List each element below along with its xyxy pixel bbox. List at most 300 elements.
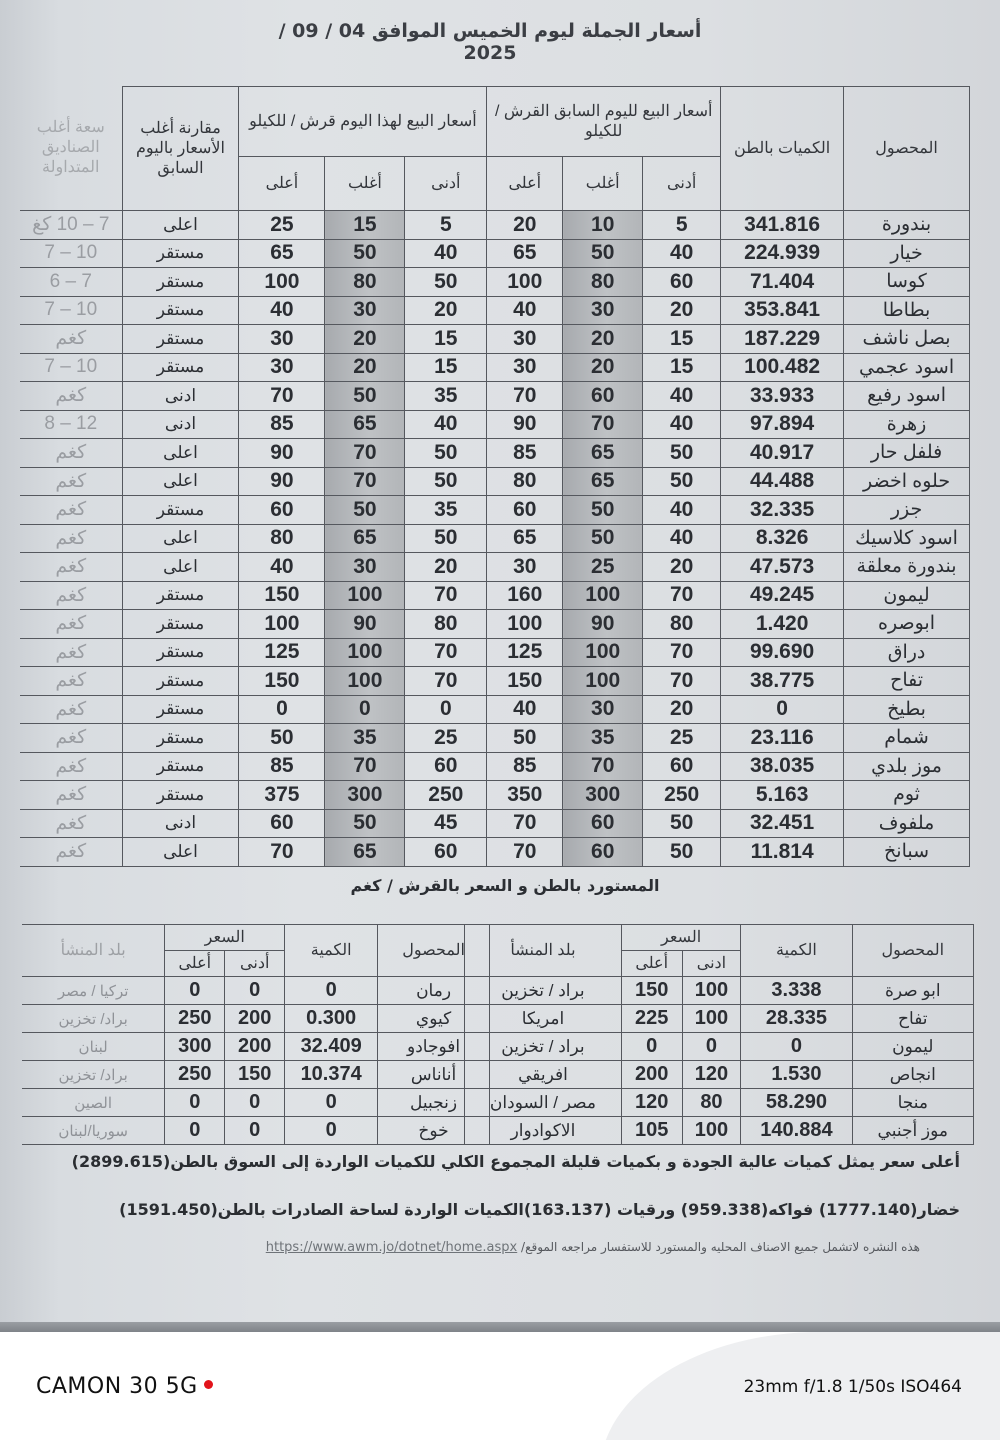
prev-min-price: 70 (643, 581, 721, 610)
today-max-price: 70 (239, 838, 325, 867)
header-prev-max: أعلى (487, 157, 563, 211)
prev-max-price: 60 (487, 496, 563, 525)
imported-table-left (22, 924, 490, 1145)
today-min-price: 25 (405, 724, 487, 753)
today-min-price: 15 (405, 325, 487, 354)
price-comparison: ادنى (122, 382, 239, 411)
quantity-tons: 224.939 (721, 239, 844, 268)
today-min-price: 15 (405, 353, 487, 382)
product-name: كيوي (378, 1005, 490, 1033)
today-common-price: 70 (325, 467, 405, 496)
table-row (20, 581, 970, 610)
product-name: بصل ناشف (844, 325, 970, 354)
product-name: موز أجنبي (852, 1117, 973, 1145)
price-comparison: اعلى (122, 524, 239, 553)
box-capacity: 10 – 7 (20, 239, 122, 268)
prev-common-price: 60 (563, 382, 643, 411)
origin-country: الصين (22, 1089, 165, 1117)
prev-common-price: 10 (563, 211, 643, 240)
price-comparison: اعلى (122, 439, 239, 468)
prev-min-price: 50 (643, 838, 721, 867)
quantity-tons: 1.530 (741, 1061, 852, 1089)
prev-common-price: 20 (563, 353, 643, 382)
prev-max-price: 50 (487, 724, 563, 753)
box-capacity: 12 – 8 (20, 410, 122, 439)
today-common-price: 100 (325, 667, 405, 696)
imported-caption: المستورد بالطن و السعر بالقرش / كغم (350, 876, 660, 895)
table-row (20, 211, 970, 240)
product-name: انجاص (852, 1061, 973, 1089)
today-common-price: 20 (325, 353, 405, 382)
today-common-price: 15 (325, 211, 405, 240)
quantity-tons: 99.690 (721, 638, 844, 667)
today-common-price: 70 (325, 439, 405, 468)
product-name: بندورة (844, 211, 970, 240)
table-row (22, 1117, 490, 1145)
box-capacity: كغم (20, 724, 122, 753)
prev-common-price: 65 (563, 467, 643, 496)
price-comparison: مستقر (122, 667, 239, 696)
price-comparison: ادنى (122, 410, 239, 439)
min-price: 200 (225, 1033, 285, 1061)
header-quantity: الكمية (741, 925, 852, 977)
min-price: 100 (682, 977, 741, 1005)
box-capacity: 7 – 6 (20, 268, 122, 297)
prev-max-price: 30 (487, 325, 563, 354)
box-capacity: كغم (20, 809, 122, 838)
quantity-tons: 353.841 (721, 296, 844, 325)
header-prev-prices: أسعار البيع لليوم السابق القرش / للكيلو (487, 87, 721, 157)
table-row (465, 1005, 974, 1033)
camera-exif: 23mm f/1.8 1/50s ISO464 (743, 1377, 962, 1397)
header-today-common: أغلب (325, 157, 405, 211)
origin-country: تركيا / مصر (22, 977, 165, 1005)
quantity-tons: 0 (285, 1089, 378, 1117)
today-min-price: 250 (405, 781, 487, 810)
box-capacity: كغم (20, 610, 122, 639)
prev-common-price: 100 (563, 667, 643, 696)
today-min-price: 20 (405, 553, 487, 582)
product-name: بندورة معلقة (844, 553, 970, 582)
today-max-price: 60 (239, 496, 325, 525)
min-price: 80 (682, 1089, 741, 1117)
quantity-tons: 47.573 (721, 553, 844, 582)
product-name: أناناس (378, 1061, 490, 1089)
quantity-tons: 3.338 (741, 977, 852, 1005)
prev-min-price: 50 (643, 467, 721, 496)
prev-max-price: 350 (487, 781, 563, 810)
price-comparison: مستقر (122, 296, 239, 325)
price-comparison: مستقر (122, 268, 239, 297)
max-price: 120 (621, 1089, 682, 1117)
prev-min-price: 20 (643, 553, 721, 582)
origin-country: براد / تخزين (465, 977, 622, 1005)
header-quantity: الكمية (285, 925, 378, 977)
prev-min-price: 80 (643, 610, 721, 639)
today-min-price: 35 (405, 382, 487, 411)
today-common-price: 50 (325, 496, 405, 525)
prev-min-price: 40 (643, 239, 721, 268)
box-capacity: كغم (20, 439, 122, 468)
today-common-price: 100 (325, 581, 405, 610)
quantity-tons: 32.409 (285, 1033, 378, 1061)
quantity-tons: 187.229 (721, 325, 844, 354)
table-row (465, 977, 974, 1005)
min-price: 0 (225, 1089, 285, 1117)
min-price: 120 (682, 1061, 741, 1089)
note-category-totals: خضار(1777.140) فواكه(959.338) ورقيات (163.137)الكميات الواردة لساحة الصادرات بالطن(1591.450) (119, 1200, 960, 1219)
product-name: ثوم (844, 781, 970, 810)
quantity-tons: 11.814 (721, 838, 844, 867)
today-min-price: 40 (405, 239, 487, 268)
box-capacity: كغم (20, 553, 122, 582)
header-min: أدنى (225, 951, 285, 977)
prev-common-price: 50 (563, 239, 643, 268)
origin-country: براد/ تخزين (22, 1005, 165, 1033)
max-price: 0 (165, 1117, 225, 1145)
prev-max-price: 85 (487, 439, 563, 468)
price-comparison: مستقر (122, 695, 239, 724)
today-min-price: 20 (405, 296, 487, 325)
origin-country: براد/ تخزين (22, 1061, 165, 1089)
table-row (20, 610, 970, 639)
box-capacity: كغم (20, 638, 122, 667)
min-price: 100 (682, 1005, 741, 1033)
website-link[interactable]: https://www.awm.jo/dotnet/home.aspx (265, 1240, 518, 1255)
box-capacity: كغم (20, 496, 122, 525)
prev-max-price: 70 (487, 809, 563, 838)
product-name: منجا (852, 1089, 973, 1117)
product-name: افوجادو (378, 1033, 490, 1061)
disclaimer (110, 1240, 920, 1255)
quantity-tons: 38.035 (721, 752, 844, 781)
quantity-tons: 100.482 (721, 353, 844, 382)
prev-max-price: 150 (487, 667, 563, 696)
quantity-tons: 23.116 (721, 724, 844, 753)
prev-max-price: 100 (487, 610, 563, 639)
table-row (20, 496, 970, 525)
max-price: 225 (621, 1005, 682, 1033)
prev-common-price: 30 (563, 296, 643, 325)
prev-max-price: 20 (487, 211, 563, 240)
quantity-tons: 49.245 (721, 581, 844, 610)
today-min-price: 50 (405, 439, 487, 468)
header-price: السعر (621, 925, 740, 951)
prev-max-price: 30 (487, 553, 563, 582)
today-max-price: 40 (239, 553, 325, 582)
product-name: ابوصره (844, 610, 970, 639)
today-max-price: 65 (239, 239, 325, 268)
today-min-price: 35 (405, 496, 487, 525)
prev-min-price: 40 (643, 382, 721, 411)
origin-country: سوريا/لبنان (22, 1117, 165, 1145)
quantity-tons: 1.420 (721, 610, 844, 639)
table-row (20, 752, 970, 781)
today-max-price: 0 (239, 695, 325, 724)
table-row (465, 1089, 974, 1117)
header-prev-min: أدنى (643, 157, 721, 211)
product-name: زهرة (844, 410, 970, 439)
product-name: دراق (844, 638, 970, 667)
prev-common-price: 90 (563, 610, 643, 639)
table-row (20, 382, 970, 411)
today-common-price: 100 (325, 638, 405, 667)
price-comparison: مستقر (122, 724, 239, 753)
table-row (20, 439, 970, 468)
imported-table-right (464, 924, 974, 1145)
prev-max-price: 160 (487, 581, 563, 610)
today-min-price: 60 (405, 838, 487, 867)
min-price: 200 (225, 1005, 285, 1033)
today-max-price: 85 (239, 410, 325, 439)
prev-max-price: 40 (487, 296, 563, 325)
today-max-price: 30 (239, 353, 325, 382)
prev-common-price: 100 (563, 638, 643, 667)
today-max-price: 375 (239, 781, 325, 810)
product-name: اسود عجمي (844, 353, 970, 382)
today-common-price: 30 (325, 296, 405, 325)
today-common-price: 80 (325, 268, 405, 297)
today-common-price: 50 (325, 809, 405, 838)
prev-min-price: 25 (643, 724, 721, 753)
header-box-capacity: سعة أغلب الصناديق المتداولة (20, 87, 122, 211)
header-today-min: أدنى (405, 157, 487, 211)
today-max-price: 60 (239, 809, 325, 838)
quantity-tons: 44.488 (721, 467, 844, 496)
note-total-quantity: أعلى سعر يمثل كميات عالية الجودة و بكميات قليلة المجموع الكلي للكميات الواردة إلى السوق بالطن(2899.615) (71, 1152, 960, 1171)
prev-common-price: 70 (563, 752, 643, 781)
table-row (465, 1117, 974, 1145)
table-row (20, 809, 970, 838)
today-min-price: 5 (405, 211, 487, 240)
header-product: المحصول (844, 87, 970, 211)
today-max-price: 125 (239, 638, 325, 667)
prev-max-price: 85 (487, 752, 563, 781)
header-product: المحصول (378, 925, 490, 977)
product-name: موز بلدي (844, 752, 970, 781)
product-name: ملفوف (844, 809, 970, 838)
quantity-tons: 0 (285, 1117, 378, 1145)
today-min-price: 70 (405, 667, 487, 696)
today-common-price: 300 (325, 781, 405, 810)
camera-model-text: CAMON 30 5G (36, 1374, 198, 1399)
header-product: المحصول (852, 925, 973, 977)
table-row (22, 977, 490, 1005)
camera-model (36, 1374, 213, 1399)
box-capacity: كغم (20, 781, 122, 810)
today-common-price: 70 (325, 752, 405, 781)
header-today-max: أعلى (239, 157, 325, 211)
header-min: ادنى (682, 951, 741, 977)
table-row (20, 781, 970, 810)
origin-country: الاكوادوار (465, 1117, 622, 1145)
max-price: 250 (165, 1061, 225, 1089)
quantity-tons: 32.451 (721, 809, 844, 838)
quantity-tons: 140.884 (741, 1117, 852, 1145)
disclaimer-text: هذه النشره لاتشمل جميع الاصناف المحليه والمستورد للاستفسار مراجعه الموقع/ (521, 1240, 920, 1254)
max-price: 105 (621, 1117, 682, 1145)
today-common-price: 0 (325, 695, 405, 724)
min-price: 100 (682, 1117, 741, 1145)
header-origin: بلد المنشأ (22, 925, 165, 977)
prev-common-price: 80 (563, 268, 643, 297)
table-row (20, 638, 970, 667)
header-price: السعر (165, 925, 285, 951)
product-name: ليمون (844, 581, 970, 610)
quantity-tons: 38.775 (721, 667, 844, 696)
quantity-tons: 0 (721, 695, 844, 724)
today-min-price: 70 (405, 581, 487, 610)
max-price: 150 (621, 977, 682, 1005)
today-min-price: 50 (405, 467, 487, 496)
quantity-tons: 5.163 (721, 781, 844, 810)
camera-watermark-bar (0, 1332, 1000, 1440)
prev-max-price: 100 (487, 268, 563, 297)
today-common-price: 35 (325, 724, 405, 753)
prev-max-price: 70 (487, 382, 563, 411)
prev-common-price: 65 (563, 439, 643, 468)
box-capacity: 10 – 7 (20, 296, 122, 325)
table-row (22, 1089, 490, 1117)
table-row (465, 1033, 974, 1061)
today-min-price: 60 (405, 752, 487, 781)
red-dot-icon (204, 1380, 213, 1389)
min-price: 0 (225, 1117, 285, 1145)
today-common-price: 50 (325, 382, 405, 411)
product-name: زنجبيل (378, 1089, 490, 1117)
origin-country: امريكا (465, 1005, 622, 1033)
prev-max-price: 90 (487, 410, 563, 439)
table-row (20, 695, 970, 724)
prev-max-price: 125 (487, 638, 563, 667)
max-price: 250 (165, 1005, 225, 1033)
prev-max-price: 70 (487, 838, 563, 867)
prev-min-price: 70 (643, 667, 721, 696)
box-capacity: كغم (20, 667, 122, 696)
table-row (20, 467, 970, 496)
today-max-price: 100 (239, 610, 325, 639)
box-capacity: 7 – 10 كغ (20, 211, 122, 240)
product-name: فلفل حار (844, 439, 970, 468)
prev-common-price: 60 (563, 838, 643, 867)
price-comparison: مستقر (122, 353, 239, 382)
page-title: أسعار الجملة ليوم الخميس الموافق 04 / 09 / 2025 (278, 20, 702, 64)
product-name: خيار (844, 239, 970, 268)
today-max-price: 40 (239, 296, 325, 325)
today-max-price: 85 (239, 752, 325, 781)
table-row (20, 296, 970, 325)
header-today-prices: أسعار البيع لهذا اليوم قرش / للكيلو (239, 87, 487, 157)
header-max: أعلى (621, 951, 682, 977)
prev-max-price: 65 (487, 239, 563, 268)
product-name: خوخ (378, 1117, 490, 1145)
box-capacity: كغم (20, 524, 122, 553)
box-capacity: كغم (20, 695, 122, 724)
table-row (20, 325, 970, 354)
prev-min-price: 60 (643, 268, 721, 297)
price-comparison: اعلى (122, 211, 239, 240)
table-row (465, 1061, 974, 1089)
table-row (22, 1005, 490, 1033)
product-name: اسود كلاسيك (844, 524, 970, 553)
quantity-tons: 40.917 (721, 439, 844, 468)
table-row (22, 1061, 490, 1089)
prev-max-price: 40 (487, 695, 563, 724)
price-comparison: اعلى (122, 553, 239, 582)
min-price: 0 (225, 977, 285, 1005)
today-max-price: 90 (239, 439, 325, 468)
product-name: رمان (378, 977, 490, 1005)
product-name: اسود رفيع (844, 382, 970, 411)
max-price: 0 (165, 977, 225, 1005)
min-price: 150 (225, 1061, 285, 1089)
box-capacity: كغم (20, 382, 122, 411)
today-common-price: 90 (325, 610, 405, 639)
box-capacity: 10 – 7 (20, 353, 122, 382)
box-capacity: كغم (20, 752, 122, 781)
price-comparison: مستقر (122, 610, 239, 639)
table-row (20, 724, 970, 753)
prev-min-price: 50 (643, 439, 721, 468)
today-min-price: 70 (405, 638, 487, 667)
today-max-price: 100 (239, 268, 325, 297)
table-row (20, 838, 970, 867)
header-max: أعلى (165, 951, 225, 977)
today-max-price: 30 (239, 325, 325, 354)
prev-min-price: 40 (643, 524, 721, 553)
prev-min-price: 20 (643, 296, 721, 325)
table-row (20, 268, 970, 297)
prev-min-price: 20 (643, 695, 721, 724)
today-common-price: 65 (325, 838, 405, 867)
prev-common-price: 30 (563, 695, 643, 724)
today-common-price: 65 (325, 410, 405, 439)
today-common-price: 65 (325, 524, 405, 553)
prev-common-price: 50 (563, 496, 643, 525)
today-max-price: 150 (239, 667, 325, 696)
today-max-price: 80 (239, 524, 325, 553)
prev-common-price: 35 (563, 724, 643, 753)
quantity-tons: 97.894 (721, 410, 844, 439)
price-comparison: مستقر (122, 239, 239, 268)
prev-common-price: 60 (563, 809, 643, 838)
prev-min-price: 15 (643, 325, 721, 354)
today-max-price: 70 (239, 382, 325, 411)
product-name: كوسا (844, 268, 970, 297)
today-common-price: 20 (325, 325, 405, 354)
max-price: 0 (165, 1089, 225, 1117)
today-max-price: 150 (239, 581, 325, 610)
quantity-tons: 10.374 (285, 1061, 378, 1089)
box-capacity: كغم (20, 467, 122, 496)
prev-min-price: 70 (643, 638, 721, 667)
product-name: ابو صرة (852, 977, 973, 1005)
price-comparison: اعلى (122, 838, 239, 867)
today-max-price: 50 (239, 724, 325, 753)
box-capacity: كغم (20, 581, 122, 610)
product-name: بطيخ (844, 695, 970, 724)
product-name: حلوه اخضر (844, 467, 970, 496)
header-comparison: مقارنة أغلب الأسعار باليوم السابق (122, 87, 239, 211)
quantity-tons: 0 (285, 977, 378, 1005)
today-min-price: 80 (405, 610, 487, 639)
today-max-price: 90 (239, 467, 325, 496)
product-name: جزر (844, 496, 970, 525)
prev-min-price: 5 (643, 211, 721, 240)
origin-country: براد / تخزين (465, 1033, 622, 1061)
price-comparison: مستقر (122, 752, 239, 781)
prev-common-price: 50 (563, 524, 643, 553)
